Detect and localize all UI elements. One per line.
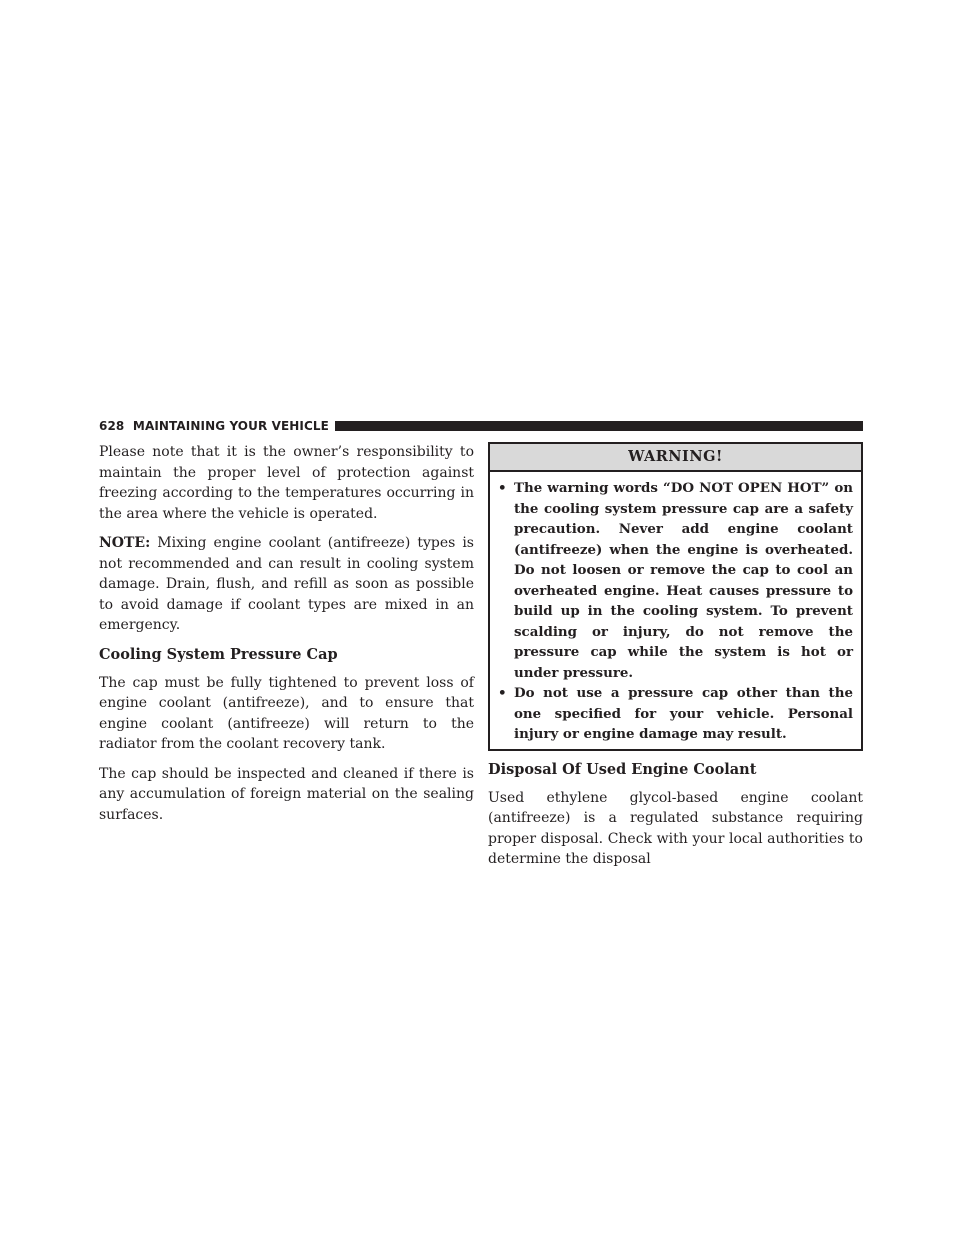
pressure-cap-heading: Cooling System Pressure Cap <box>99 645 338 663</box>
header-rule <box>335 421 863 431</box>
page-header <box>99 418 863 434</box>
page-number: 628 <box>99 419 125 433</box>
inspection-paragraph: The cap should be inspected and cleaned if there is any accumulation of foreign material on the sealing surfaces. <box>99 765 474 823</box>
warning-item-text: Do not use a pressure cap other than the one specified for your vehicle. Personal injury or engine damage may result. <box>514 685 853 742</box>
bullet-icon: • <box>498 480 507 496</box>
disposal-paragraph: Used ethylene glycol-based engine coolant (antifreeze) is a regulated substance requiring proper disposal. Check with your local authorities to determine the disposal <box>488 789 863 867</box>
warning-list <box>490 472 861 749</box>
warning-item <box>498 683 853 745</box>
warning-box <box>488 442 863 751</box>
left-column <box>99 442 474 834</box>
pressure-cap-paragraph: The cap must be fully tightened to prevent loss of engine coolant (antifreeze), and to ensure that engine coolant (antifreeze) will return to the radiator from the coolant recovery tank. <box>99 674 474 752</box>
note-label: NOTE: <box>99 535 151 551</box>
section-title: MAINTAINING YOUR VEHICLE <box>132 419 329 433</box>
note-text: Mixing engine coolant (antifreeze) types is not recommended and can result in cooling system damage. Drain, flush, and refill as soon as possible to avoid damage if coolant types are mixed in an emergency. <box>99 535 474 633</box>
right-column <box>488 442 863 879</box>
note-paragraph <box>99 533 474 636</box>
warning-title: WARNING! <box>490 444 861 472</box>
page-header-text <box>99 419 329 433</box>
warning-item <box>498 478 853 683</box>
freeze-protection-paragraph: Please note that it is the owner’s responsibility to maintain the proper level of protection against freezing according to the temperatures occurring in the area where the vehicle is operated. <box>99 444 474 522</box>
warning-item-text: The warning words “DO NOT OPEN HOT” on the cooling system pressure cap are a safety precaution. Never add engine coolant (antifreeze) when the engine is overheated. Do not loosen or remove the cap to cool an overheated engine. Heat causes pressure to build up in the cooling system. To prevent scalding or injury, do not remove the pressure cap while the system is hot or under pressure. <box>514 480 853 681</box>
disposal-heading: Disposal Of Used Engine Coolant <box>488 760 757 778</box>
bullet-icon: • <box>498 685 507 701</box>
